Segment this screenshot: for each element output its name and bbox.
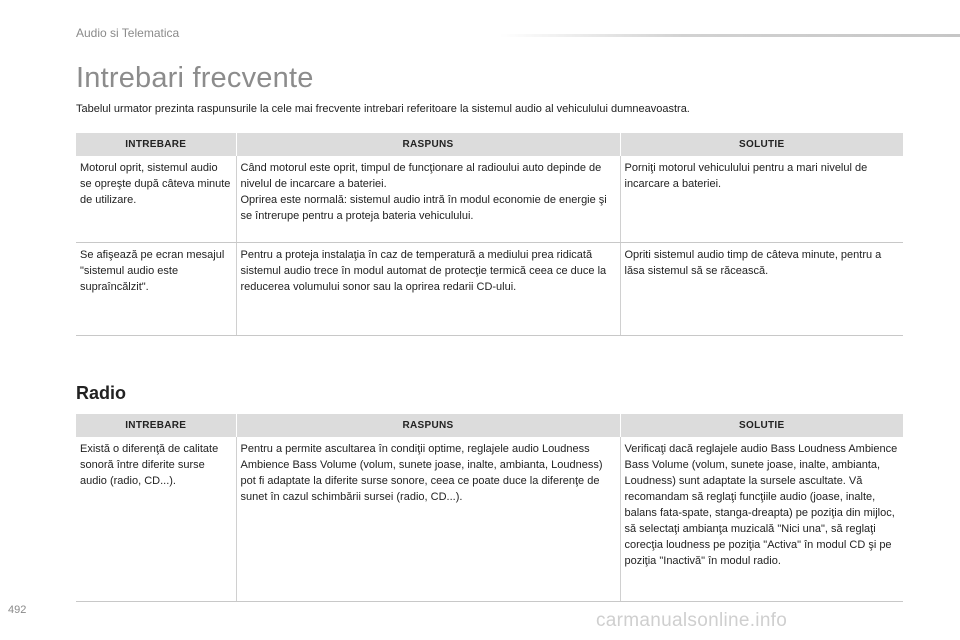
column-header-solution: SOLUTIE (620, 414, 903, 437)
faq-table-radio (76, 414, 903, 602)
section-label: Audio si Telematica (76, 26, 180, 40)
section-title-radio: Radio (76, 383, 127, 403)
column-header-answer: RASPUNS (236, 414, 620, 437)
table-header-row (76, 414, 903, 437)
question-cell: Se afişează pe ecran mesajul "sistemul audio este supraîncălzit". (76, 242, 236, 335)
question-cell: Motorul oprit, sistemul audio se opreşte după câteva minute de utilizare. (76, 156, 236, 242)
answer-cell: Pentru a proteja instalaţia în caz de temperatură a mediului prea ridicată sistemul audio trece în modul automat de protecţie termică ceea ce duce la reducerea volumului sonor sau la oprirea redarii CD-ului. (236, 242, 620, 335)
column-header-question: INTREBARE (76, 133, 236, 156)
header-divider (500, 34, 960, 37)
solution-cell: Opriti sistemul audio timp de câteva minute, pentru a lăsa sistemul să se răcească. (620, 242, 903, 335)
column-header-solution: SOLUTIE (620, 133, 903, 156)
page-number: 492 (8, 604, 27, 616)
column-header-answer: RASPUNS (236, 133, 620, 156)
column-header-question: INTREBARE (76, 414, 236, 437)
answer-cell: Când motorul este oprit, timpul de funcţionare al radioului auto depinde de nivelul de incarcare a bateriei. Oprirea este normală: sistemul audio intră în modul economie de energie şi se întrerupe pentru a proteja bateria vehiculului. (236, 156, 620, 242)
answer-cell: Pentru a permite ascultarea în condiţii optime, reglajele audio Loudness Ambience Bass Volume (volum, sunete joase, inalte, ambianta, Loudness) pot fi adaptate la diferite surse sonore, ceea ce poate duce la diferenţe de sunet în cazul schimbării sursei (radio, CD...). (236, 437, 620, 601)
watermark-text: carmanualsonline.info (596, 610, 788, 631)
page-title: Intrebari frecvente (76, 62, 314, 94)
table-row (76, 242, 903, 335)
faq-table-general (76, 133, 903, 336)
solution-cell: Verificaţi dacă reglajele audio Bass Loudness Ambience Bass Volume (volum, sunete joase, inalte, ambianta, Loudness) sunt adaptate la sursele ascultate. Vă recomandam să reglaţi funcţiile audio (joase, inalte, balans fata-spate, stanga-dreapta) pe poziţia din mijloc, să selectaţi ambianţa muzicală "Nici una", să reglaţi corecţia loudness pe poziţia "Activa" în modul CD şi pe poziţia "Inactivă" în modul radio. (620, 437, 903, 601)
table-row (76, 156, 903, 242)
table-row (76, 437, 903, 601)
table-header-row (76, 133, 903, 156)
solution-cell: Porniţi motorul vehiculului pentru a mari nivelul de incarcare a bateriei. (620, 156, 903, 242)
question-cell: Există o diferenţă de calitate sonoră între diferite surse audio (radio, CD...). (76, 437, 236, 601)
intro-paragraph: Tabelul urmator prezinta raspunsurile la cele mai frecvente intrebari referitoare la sistemul audio al vehiculului dumneavoastra. (76, 103, 690, 115)
